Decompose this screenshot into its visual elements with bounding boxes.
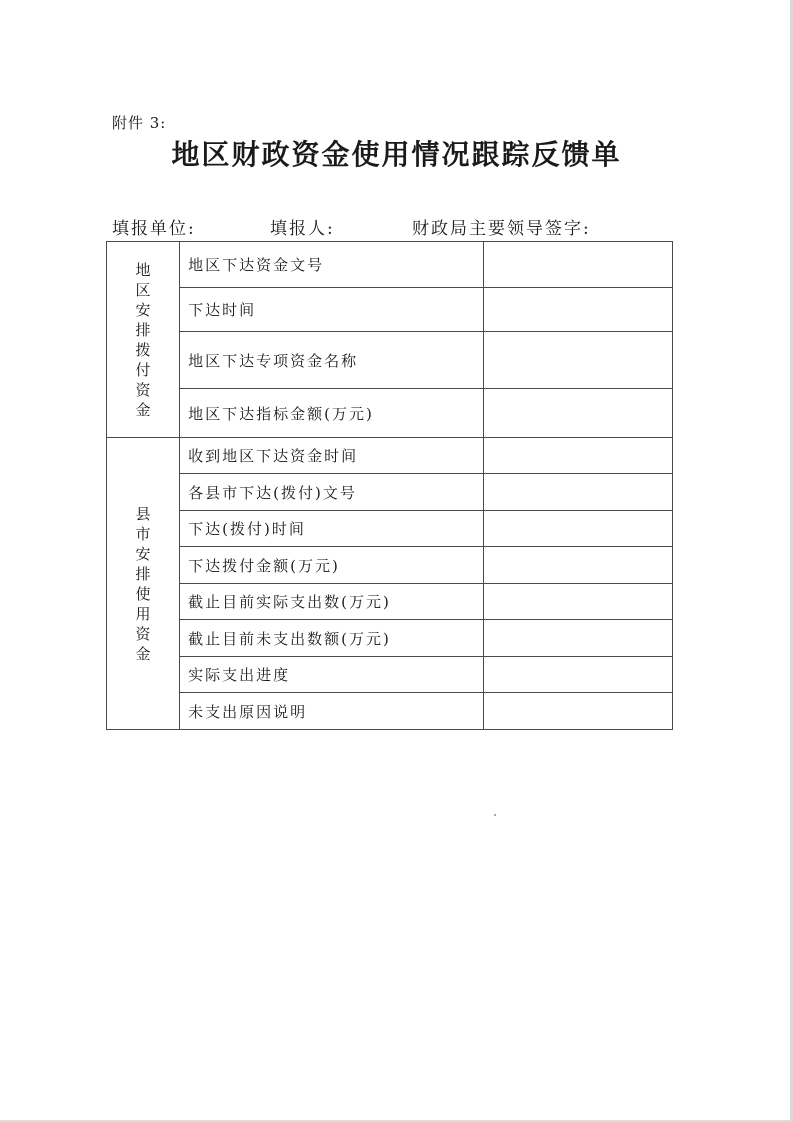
row-value-cell[interactable] [483, 547, 672, 584]
row-label: 截止目前实际支出数(万元) [180, 584, 484, 620]
row-label: 截止目前未支出数额(万元) [180, 620, 484, 657]
section-label-text: 地区安排拨付资金 [135, 260, 151, 419]
row-label: 地区下达专项资金名称 [180, 332, 484, 389]
table-row [107, 242, 673, 288]
row-value-cell[interactable] [483, 584, 672, 620]
table-row [107, 620, 673, 657]
row-label: 实际支出进度 [180, 657, 484, 693]
row-label: 各县市下达(拨付)文号 [180, 474, 484, 511]
document-title: 地区财政资金使用情况跟踪反馈单 [171, 138, 622, 171]
table-row [107, 389, 673, 438]
row-label: 下达拨付金额(万元) [180, 547, 484, 584]
row-label: 地区下达资金文号 [180, 242, 484, 288]
section-label-region [107, 242, 180, 438]
table-row [107, 511, 673, 547]
row-label: 下达时间 [180, 288, 484, 332]
section-label-text: 县市安排使用资金 [135, 504, 151, 663]
table-row [107, 438, 673, 474]
table-row [107, 693, 673, 730]
section-label-county [107, 438, 180, 730]
table-row [107, 332, 673, 389]
row-label: 收到地区下达资金时间 [180, 438, 484, 474]
reporting-unit-label: 填报单位: [112, 219, 196, 239]
row-value-cell[interactable] [483, 657, 672, 693]
scan-speck [494, 814, 496, 816]
row-value-cell[interactable] [483, 438, 672, 474]
row-label: 未支出原因说明 [180, 693, 484, 730]
row-label: 地区下达指标金额(万元) [180, 389, 484, 438]
feedback-table [106, 241, 673, 730]
row-label: 下达(拨付)时间 [180, 511, 484, 547]
row-value-cell[interactable] [483, 242, 672, 288]
leader-signature-label: 财政局主要领导签字: [412, 219, 591, 239]
fill-in-line [112, 214, 672, 240]
table-row [107, 584, 673, 620]
table-row [107, 547, 673, 584]
table-row [107, 657, 673, 693]
row-value-cell[interactable] [483, 693, 672, 730]
reporter-label: 填报人: [270, 219, 335, 239]
table-row [107, 288, 673, 332]
row-value-cell[interactable] [483, 288, 672, 332]
table-row [107, 474, 673, 511]
row-value-cell[interactable] [483, 474, 672, 511]
row-value-cell[interactable] [483, 620, 672, 657]
row-value-cell[interactable] [483, 332, 672, 389]
row-value-cell[interactable] [483, 389, 672, 438]
row-value-cell[interactable] [483, 511, 672, 547]
attachment-label: 附件 3: [112, 114, 167, 132]
